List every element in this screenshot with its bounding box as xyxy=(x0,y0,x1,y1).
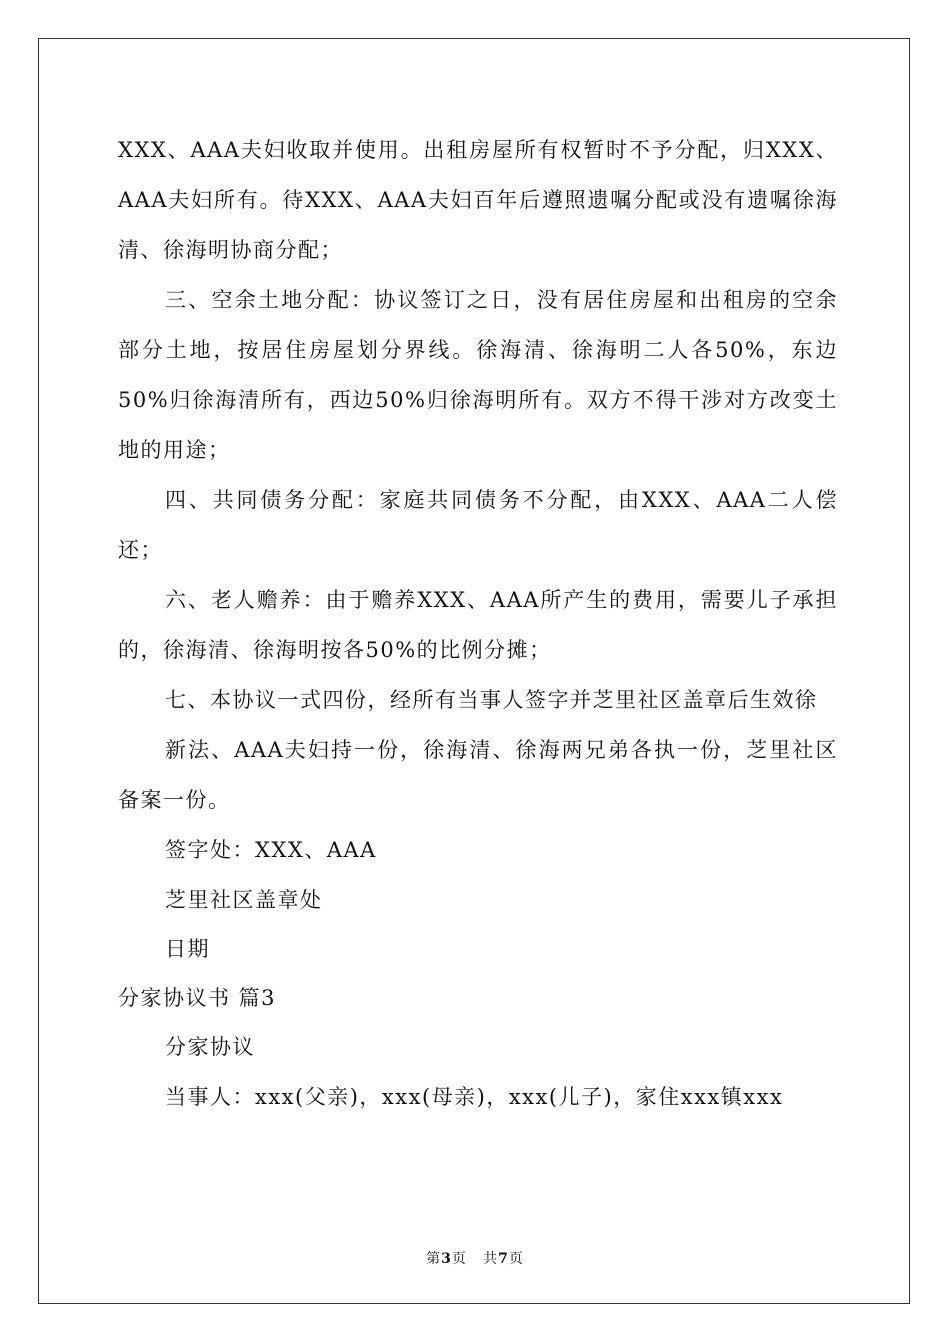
page-prefix: 第 xyxy=(426,1251,442,1267)
total-suffix: 页 xyxy=(508,1251,524,1267)
document-body xyxy=(118,125,838,1122)
page-footer xyxy=(0,1248,950,1268)
paragraph-continuation: XXX、AAA夫妇收取并使用。出租房屋所有权暂时不予分配，归XXX、AAA夫妇所有。待XXX、AAA夫妇百年后遵照遗嘱分配或没有遗嘱徐海清、徐海明协商分配； xyxy=(118,138,838,262)
section-heading: 分家协议书 篇3 xyxy=(118,986,277,1010)
parties-line: 当事人：xxx(父亲)，xxx(母亲)，xxx(儿子)，家住xxx镇xxx xyxy=(165,1085,784,1109)
paragraph-copies: 新法、AAA夫妇持一份，徐海清、徐海两兄弟各执一份，芝里社区备案一份。 xyxy=(118,738,838,812)
agreement-title: 分家协议 xyxy=(165,1035,255,1059)
signature-line: 签字处：XXX、AAA xyxy=(165,838,377,862)
total-pages-number: 7 xyxy=(498,1251,509,1267)
total-prefix: 共 xyxy=(483,1251,499,1267)
paragraph-clause-7: 七、本协议一式四份，经所有当事人签字并芝里社区盖章后生效徐 xyxy=(165,688,818,712)
paragraph-clause-4: 四、共同债务分配：家庭共同债务不分配，由XXX、AAA二人偿还； xyxy=(118,488,838,562)
date-line: 日期 xyxy=(165,937,210,961)
page-suffix: 页 xyxy=(451,1251,467,1267)
current-page-number: 3 xyxy=(441,1251,452,1267)
paragraph-clause-6: 六、老人赡养：由于赡养XXX、AAA所产生的费用，需要儿子承担的，徐海清、徐海明按各50%的比例分摊； xyxy=(118,588,838,662)
seal-line: 芝里社区盖章处 xyxy=(165,888,323,912)
paragraph-clause-3: 三、空余土地分配：协议签订之日，没有居住房屋和出租房的空余部分土地，按居住房屋划分界线。徐海清、徐海明二人各50%，东边50%归徐海清所有，西边50%归徐海明所有。双方不得干涉对方改变土地的用途； xyxy=(118,288,838,462)
